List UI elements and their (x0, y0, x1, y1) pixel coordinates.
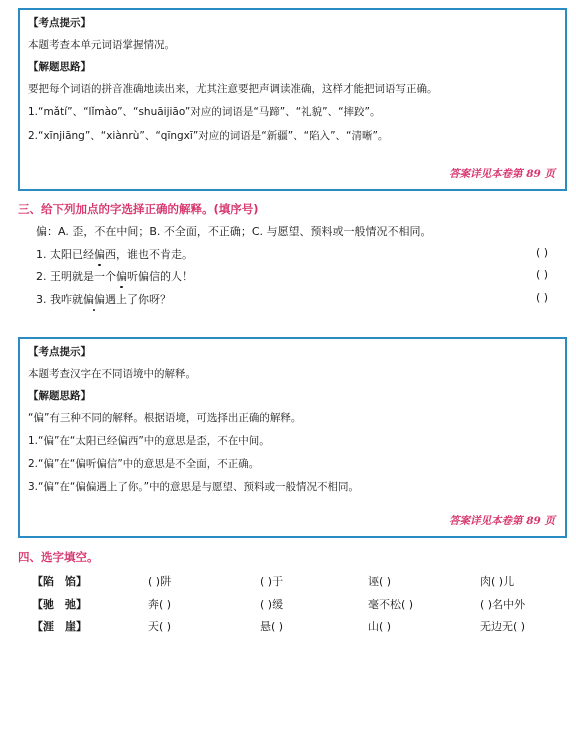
explain-item: 2.“偏”在“偏听偏信”中的意思是不全面，不正确。 (28, 458, 260, 470)
answer-blank[interactable]: ( ) (536, 268, 549, 281)
idea-label: 【解题思路】 (28, 390, 91, 402)
fill-blank[interactable]: 奔( ) (148, 598, 172, 611)
fill-blank[interactable]: 无边无( ) (480, 620, 526, 633)
fill-blank[interactable]: 肉( )儿 (480, 575, 515, 588)
char-pair: 【驰 弛】 (32, 598, 87, 611)
idea-label: 【解题思路】 (28, 61, 91, 73)
hint-box-1 (18, 8, 567, 191)
fill-blank[interactable]: ( )阱 (148, 575, 172, 588)
options-text: 偏：A. 歪，不在中间；B. 不全面，不正确；C. 与愿望、预料或一般情况不相同。 (36, 225, 432, 238)
fill-blank[interactable]: 毫不松( ) (368, 598, 414, 611)
tip-text: 本题考查本单元词语掌握情况。 (28, 39, 175, 51)
fill-row (32, 618, 572, 634)
fill-blank[interactable]: ( )于 (260, 575, 284, 588)
dotted-char: 偏偏 (83, 293, 105, 306)
question-line: 2. 王明就是一个偏听偏信的人！ (36, 270, 193, 283)
explain-item: 1.“mǎtí”、“lǐmào”、“shuāijiāo”对应的词语是“马蹄”、“礼貌”、“摔跤”。 (28, 106, 381, 118)
fill-blank[interactable]: ( )缓 (260, 598, 284, 611)
tip-text: 本题考查汉字在不同语境中的解释。 (28, 368, 196, 380)
idea-text: 要把每个词语的拼音准确地读出来，尤其注意要把声调读准确，这样才能把词语写正确。 (28, 83, 438, 95)
fill-row (32, 596, 572, 612)
section-title: 四、选字填空。 (18, 550, 99, 564)
question-line: 1. 太阳已经偏西，谁也不肯走。 (36, 248, 193, 261)
char-pair: 【陷 馅】 (32, 575, 87, 588)
fill-row (32, 573, 572, 589)
fill-blank[interactable]: 天( ) (148, 620, 172, 633)
explain-item: 3.“偏”在“偏偏遇上了你。”中的意思是与愿望、预料或一般情况不相同。 (28, 481, 360, 493)
answer-reference: 答案详见本卷第 89 页 (449, 515, 555, 527)
fill-blank[interactable]: 悬( ) (260, 620, 284, 633)
section-title: 三、给下列加点的字选择正确的解释。(填序号) (18, 202, 259, 216)
question-line: 3. 我咋就偏偏遇上了你呀？ (36, 293, 171, 306)
fill-blank[interactable]: 诬( ) (368, 575, 392, 588)
answer-blank[interactable]: ( ) (536, 246, 549, 259)
explain-item: 1.“偏”在“太阳已经偏西”中的意思是歪，不在中间。 (28, 435, 270, 447)
fill-blank[interactable]: 山( ) (368, 620, 392, 633)
hint-box-2 (18, 337, 567, 538)
idea-text: “偏”有三种不同的解释。根据语境，可选择出正确的解释。 (28, 412, 302, 424)
char-pair: 【涯 崖】 (32, 620, 87, 633)
tip-label: 【考点提示】 (28, 17, 91, 29)
fill-blank[interactable]: ( )名中外 (480, 598, 526, 611)
dotted-char: 偏 (94, 248, 105, 261)
answer-blank[interactable]: ( ) (536, 291, 549, 304)
tip-label: 【考点提示】 (28, 346, 91, 358)
dotted-char: 偏 (116, 270, 127, 283)
explain-item: 2.“xīnjiāng”、“xiànrù”、“qīngxī”对应的词语是“新疆”、“陷入”、“清晰”。 (28, 130, 389, 142)
answer-reference: 答案详见本卷第 89 页 (449, 168, 555, 180)
